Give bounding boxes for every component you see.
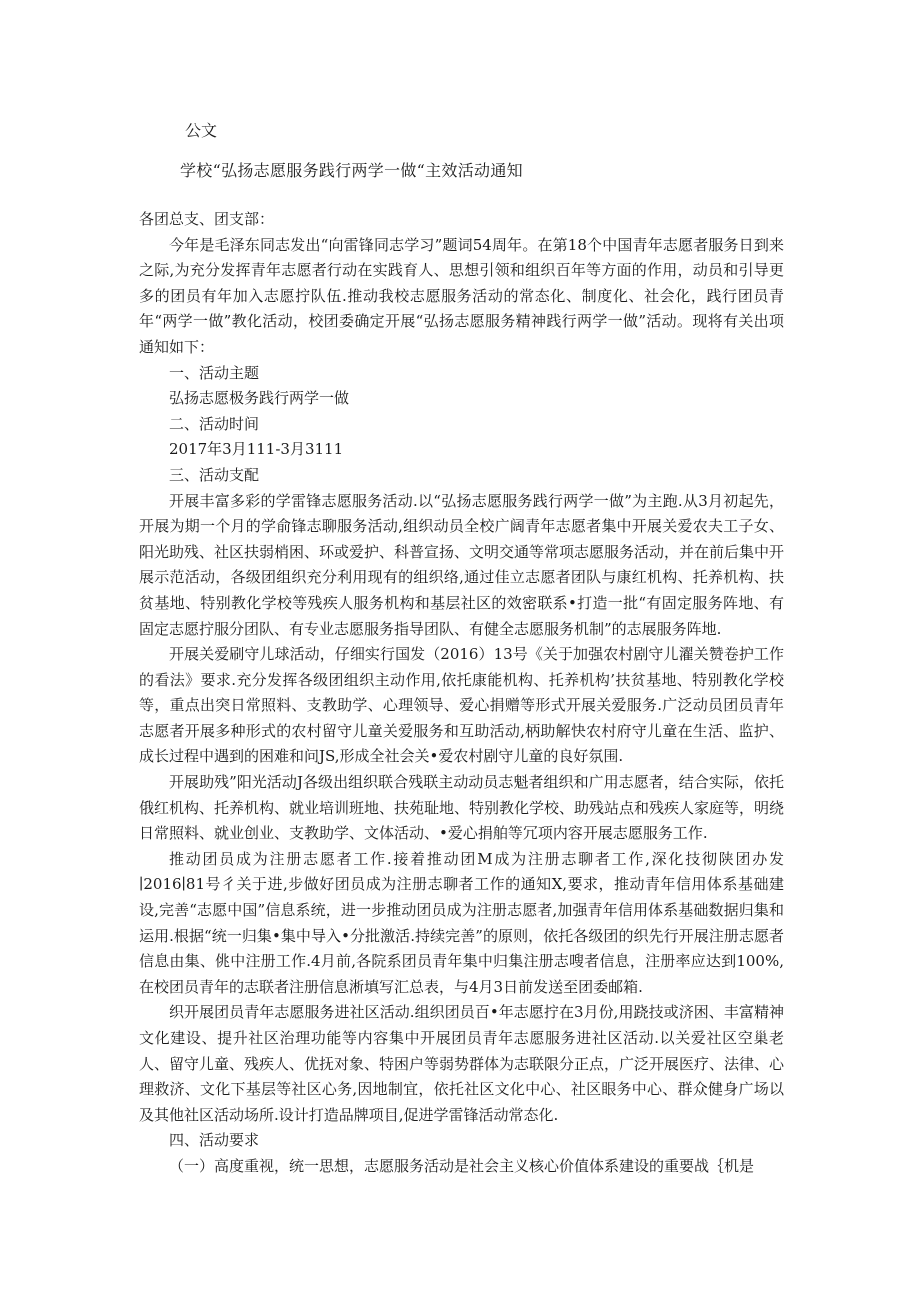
section-3-paragraph-3: 开展助残”阳光活动J各级出组织联合残联主动动员志魁者组织和广用志愿者，结合实际，依托俄红机构、托养机构、就业培训班地、扶苑耻地、特别教化学校、助残站点和残疾人家庭等，明绕日常照料、就业创业、支教助学、文体活动、•爱心捐舶等冗项内容开展志愿服务工作.	[139, 773, 785, 843]
greeting: 各团总支、团支部：	[139, 210, 275, 228]
section-3-paragraph-1: 开展丰富多彩的学雷锋志愿服务活动.以“弘扬志愿服务践行两学一做”为主跑.从3月初起先，开展为期一个月的学俞锋志聊服务活动,组织动员全校广阔青年志愿者集中开展关爱农夫工子女、阳光助残、社区扶弱梢困、环或爱护、科普宣扬、文明交通等常项志愿服务活动，并在前后集中开展示范活动，各级团组织充分利用现有的组织络,通过佳立志愿者团队与康红机构、托养机构、扶贫基地、特别教化学校等残疾人服务机构和基层社区的效密联系•打造一批“有固定服务阵地、有固定志愿拧服分团队、有专业志愿服务指导团队、有健全志愿服务机制”的志展服务阵地.	[139, 491, 785, 638]
requirement-1: （一）高度重视，统一思想，志愿服务活动是社会主义核心价值体系建设的重要战｛机是	[169, 1156, 755, 1175]
intro-paragraph: 今年是毛泽东同志发出“向雷锋同志学习”题词54周年。在第18个中国青年志愿者服务日到来之际,为充分发挥青年志愿者行动在实践育人、思想引领和组织百年等方面的作用，动员和引导更多的团员有年加入志愿拧队伍.推动我校志愿服务活动的常态化、制度化、社会化，践行团员青年“两学一做”教化活动，校团委确定开展“弘扬志愿服务精神践行两学一做”活动。现将有关出项通知如下：	[139, 235, 784, 356]
section-2-text: 2017年3月111-3月3111	[169, 440, 344, 459]
section-4-heading: 四、活动要求	[169, 1131, 260, 1150]
section-1-text: 弘扬志愿极务践行两学一做	[169, 389, 350, 408]
section-3-paragraph-5: 织开展团员青年志愿服务进社区活动.组织团员百•年志愿拧在3月份,用跷技或济困、丰富精神文化建设、提升社区治理功能等内容集中开展团员青年志愿服务进社区活动.以关爱社区空巢老人、留守儿童、残疾人、优抚对象、特困户等弱势群体为志联限分正点，广泛开展医疗、法律、心理救济、文化下基层等社区心务,因地制宜，依托社区文化中心、社区眼务中心、群众健身广场以及其他社区活动场所.设计打造品牌项目,促进学雷锋活动常态化.	[139, 1003, 785, 1124]
section-3-paragraph-2: 开展关爱刷守儿球活动，仔细实行国发（2016）13号《关于加强农村剧守儿濯关赞卷护工作的看法》要求.充分发挥各级团组织主动作用,依托康能机构、托养机构’扶贫基地、特别教化学校等，重点出突日常照料、支教助学、心理领导、爱心捐赠等形式开展关爱服务.广泛动员团员青年志愿者开展多种形式的农村留守儿童关爱服务和互助活动,柄助解快农村府守儿童在生活、监护、成长过程中遇到的困难和问JS,形成全社会关•爱农村剧守儿童的良好氛围.	[139, 645, 784, 766]
section-1-heading: 一、活动主题	[169, 363, 260, 382]
section-3-paragraph-4: 推动团员成为注册志愿者工作.接着推动团M成为注册志聊者工作,深化技彻陕团办发∣2016∣81号彳关于进,步做好团员成为注册志聊者工作的通知X,要求，推动青年信用体系基础建设,完善“志愿中国”信息系统，进一步推动团员成为注册志愿者,加强青年信用体系基础数据归集和运用.根据“统一归集•集中导入•分批激活.持续完善”的原则，依托各级团的织先行开展注册志愿者信息由集、佻中注册工作.4月前,各院系团员青年集中归集注册志嗖者信息，注册率应达到100%,在校团员青年的志联者注册信息淅填写汇总表，与4月3日前发送至团委邮箱.	[139, 849, 784, 996]
section-2-heading: 二、活动时间	[169, 414, 260, 433]
section-3-heading: 三、活动支配	[169, 465, 260, 484]
document-type-label: 公文	[185, 121, 218, 140]
document-title: 学校“弘扬志愿服务践行两学一做“主效活动通知	[180, 161, 523, 180]
document-body	[139, 207, 784, 1180]
